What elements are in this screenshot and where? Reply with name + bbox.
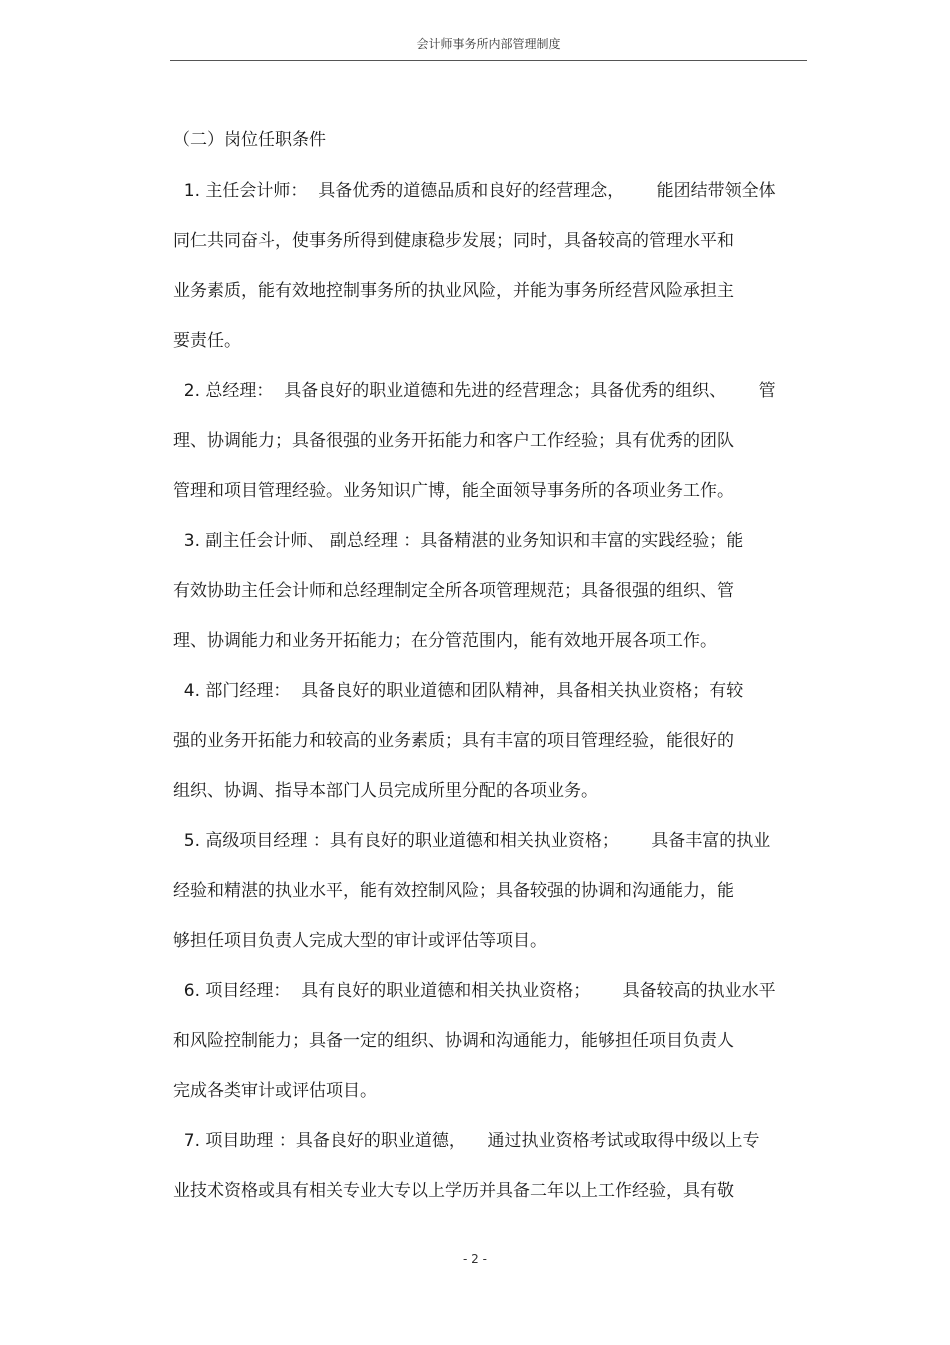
paragraph-line: 4. 部门经理： 具备良好的职业道德和团队精神，具备相关执业资格；有较 [173,681,744,701]
paragraph-line: 有效协助主任会计师和总经理制定全所各项管理规范；具备很强的组织、管 [173,581,734,601]
paragraph-line: 理、协调能力和业务开拓能力；在分管范围内，能有效地开展各项工作。 [173,631,717,651]
page-number: - 2 - [463,1252,487,1266]
paragraph-line: 3. 副主任会计师、 副总经理 ：具备精湛的业务知识和丰富的实践经验；能 [173,531,744,551]
paragraph-line: 2. 总经理： 具备良好的职业道德和先进的经营理念；具备优秀的组织、 管 [173,381,776,401]
paragraph-line: 管理和项目管理经验。业务知识广博，能全面领导事务所的各项业务工作。 [173,481,734,501]
paragraph-line: 同仁共同奋斗，使事务所得到健康稳步发展；同时，具备较高的管理水平和 [173,231,734,251]
paragraph-line: 理、协调能力；具备很强的业务开拓能力和客户工作经验；具有优秀的团队 [173,431,734,451]
paragraph-line: 6. 项目经理： 具有良好的职业道德和相关执业资格； 具备较高的执业水平 [173,981,776,1001]
header-divider [170,60,807,61]
paragraph-line: 业技术资格或具有相关专业大专以上学历并具备二年以上工作经验，具有敬 [173,1181,734,1201]
paragraph-line: 完成各类审计或评估项目。 [173,1081,377,1101]
paragraph-line: 强的业务开拓能力和较高的业务素质；具有丰富的项目管理经验，能很好的 [173,731,734,751]
paragraph-line: 够担任项目负责人完成大型的审计或评估等项目。 [173,931,547,951]
paragraph-line: 组织、协调、指导本部门人员完成所里分配的各项业务。 [173,781,598,801]
paragraph-line: 和风险控制能力；具备一定的组织、协调和沟通能力，能够担任项目负责人 [173,1031,734,1051]
paragraph-line: 1. 主任会计师： 具备优秀的道德品质和良好的经营理念， 能团结带领全体 [173,181,776,201]
paragraph-line: 要责任。 [173,331,241,351]
paragraph-line: 经验和精湛的执业水平，能有效控制风险；具备较强的协调和沟通能力，能 [173,881,734,901]
paragraph-line: 5. 高级项目经理 ：具有良好的职业道德和相关执业资格； 具备丰富的执业 [173,831,771,851]
paragraph-line: 7. 项目助理 ：具备良好的职业道德， 通过执业资格考试或取得中级以上专 [173,1131,760,1151]
running-header: 会计师事务所内部管理制度 [416,37,561,51]
paragraph-line: 业务素质，能有效地控制事务所的执业风险，并能为事务所经营风险承担主 [173,281,734,301]
section-heading: （二）岗位任职条件 [173,130,326,150]
